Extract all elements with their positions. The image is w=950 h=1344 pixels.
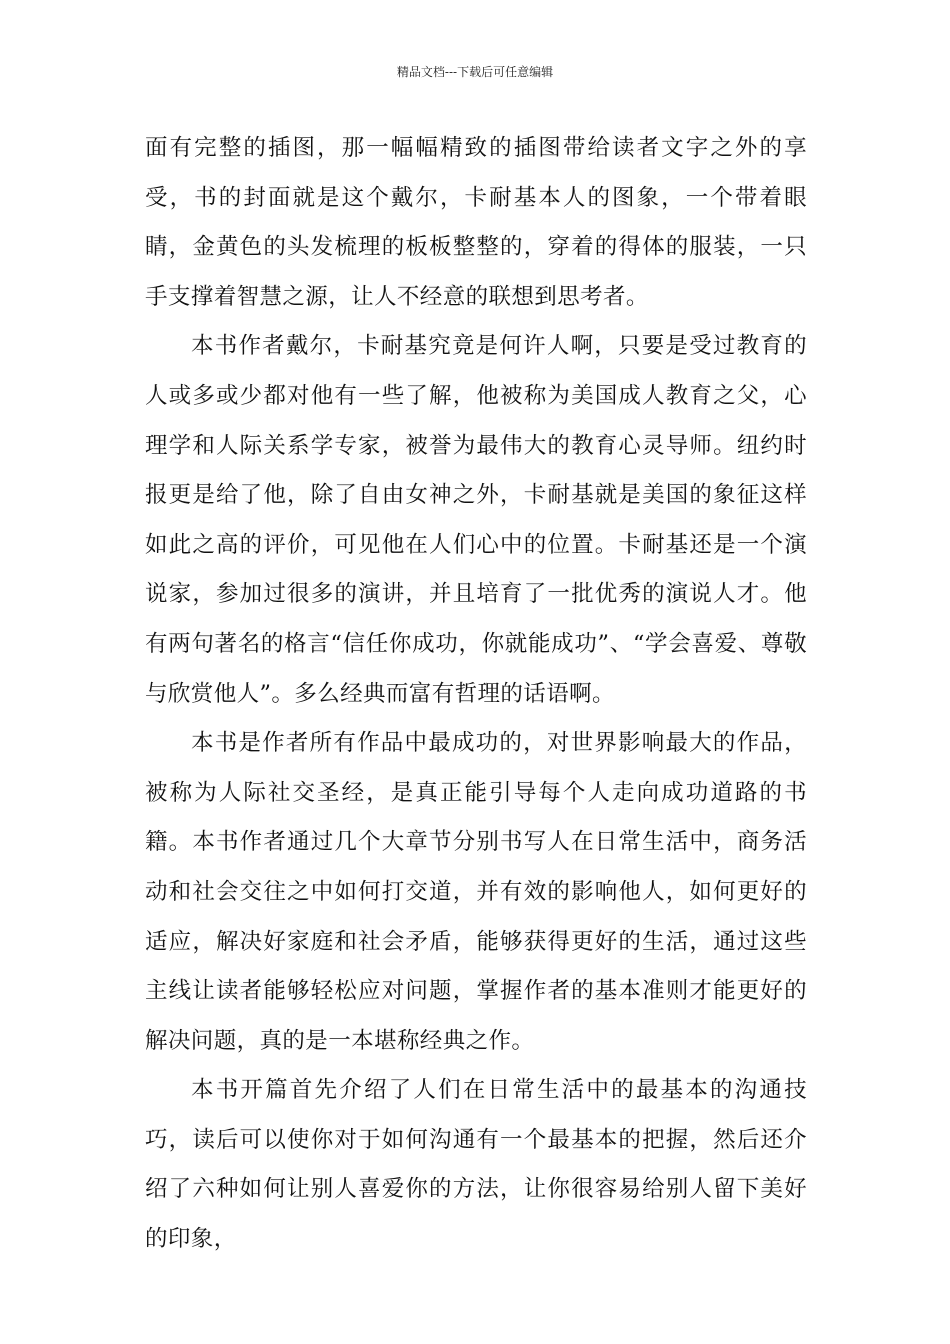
paragraph-3: 本书是作者所有作品中最成功的，对世界影响最大的作品，被称为人际社交圣经，是真正能引导每个人走向成功道路的书籍。本书作者通过几个大章节分别书写人在日常生活中，商务活动和社会交往之中如何打交道，并有效的影响他人，如何更好的适应，解决好家庭和社会矛盾，能够获得更好的生活，通过这些主线让读者能够轻松应对问题，掌握作者的基本准则才能更好的解决问题，真的是一本堪称经典之作。 — [145, 730, 807, 1054]
paragraph-2: 本书作者戴尔，卡耐基究竟是何许人啊，只要是受过教育的人或多或少都对他有一些了解，他被称为美国成人教育之父，心理学和人际关系学专家，被誉为最伟大的教育心灵导师。纽约时报更是给了他，除了自由女神之外，卡耐基就是美国的象征这样如此之高的评价，可见他在人们心中的位置。卡耐基还是一个演说家，参加过很多的演讲，并且培育了一批优秀的演说人才。他有两句著名的格言“信任你成功，你就能成功”、“学会喜爱、尊敬与欣赏他人”。多么经典而富有哲理的话语啊。 — [145, 333, 807, 707]
body-text — [145, 124, 807, 1265]
running-header: 精品文档---下载后可任意编辑 — [396, 65, 554, 79]
paragraph-4: 本书开篇首先介绍了人们在日常生活中的最基本的沟通技巧，读后可以使你对于如何沟通有一个最基本的把握，然后还介绍了六种如何让别人喜爱你的方法，让你很容易给别人留下美好的印象， — [145, 1077, 807, 1253]
paragraph-1: 面有完整的插图，那一幅幅精致的插图带给读者文字之外的享受，书的封面就是这个戴尔，卡耐基本人的图象，一个带着眼睛，金黄色的头发梳理的板板整整的，穿着的得体的服装，一只手支撑着智慧之源，让人不经意的联想到思考者。 — [145, 135, 807, 310]
